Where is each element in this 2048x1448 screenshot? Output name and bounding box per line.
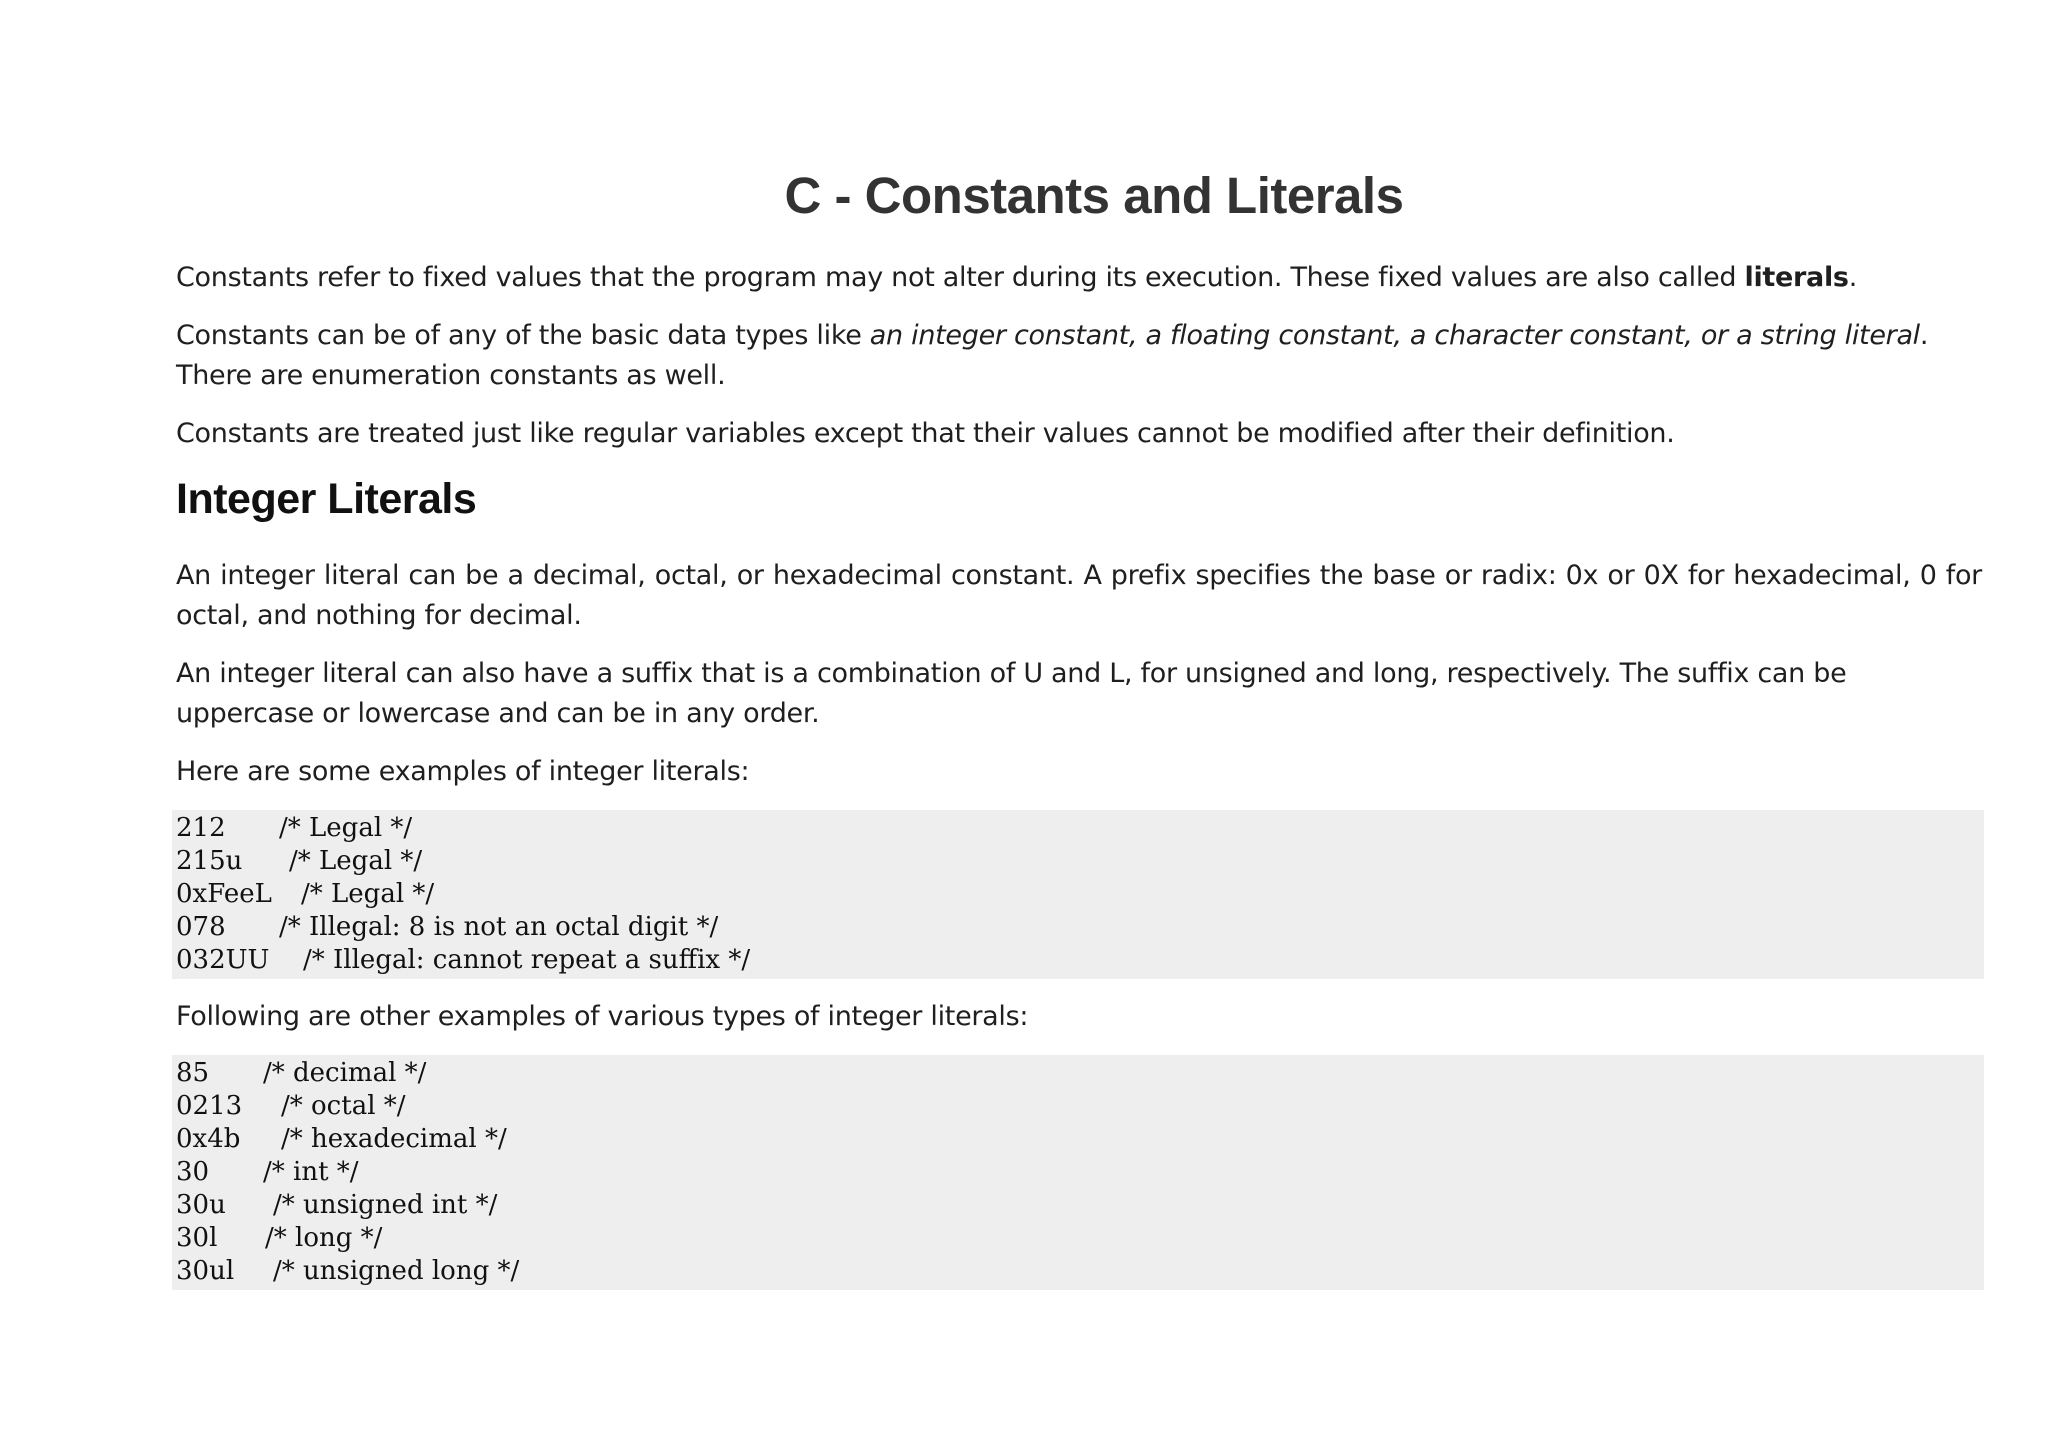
code-line <box>176 1090 1980 1123</box>
code-literal: 0xFeeL <box>176 879 272 909</box>
intro-paragraph-1 <box>176 258 1982 298</box>
code-line <box>176 1255 1980 1288</box>
code-literal: 85 <box>176 1058 210 1088</box>
page-title: C - Constants and Literals <box>784 167 1404 224</box>
intro-text: Constants refer to fixed values that the program may not alter during its execution. These fixed values are also called <box>176 262 1745 293</box>
code-comment: /* Legal */ <box>279 813 413 843</box>
code-line <box>176 1123 1980 1156</box>
document-page <box>176 160 1982 1308</box>
code-block-examples <box>172 810 1984 979</box>
code-comment: /* int */ <box>263 1157 359 1187</box>
code-comment: /* unsigned long */ <box>273 1256 520 1286</box>
intro-paragraph-2 <box>176 316 1982 396</box>
code-comment: /* long */ <box>265 1223 383 1253</box>
code-comment: /* Illegal: 8 is not an octal digit */ <box>279 912 719 942</box>
code-literal: 078 <box>176 912 226 942</box>
section-paragraph-2: An integer literal can also have a suffix that is a combination of U and L, for unsigned and long, respectively. The suffix can be uppercase or lowercase and can be in any order. <box>176 658 1847 729</box>
code-literal: 30u <box>176 1190 226 1220</box>
code-comment: /* Illegal: cannot repeat a suffix */ <box>303 945 751 975</box>
code-line <box>176 1222 1980 1255</box>
data-types-italic: an integer constant, a floating constant, a character constant, or a string literal <box>869 320 1920 351</box>
code-line <box>176 1156 1980 1189</box>
code-comment: /* hexadecimal */ <box>281 1124 507 1154</box>
code-literal: 0x4b <box>176 1124 241 1154</box>
intro-end: . There are enumeration constants as well. <box>176 320 1929 391</box>
section-paragraph-1: An integer literal can be a decimal, octal, or hexadecimal constant. A prefix specifies the base or radix: 0x or 0X for hexadecimal, 0 for octal, and nothing for decimal. <box>176 560 1982 631</box>
code-literal: 215u <box>176 846 243 876</box>
intro-text: Constants can be of any of the basic data types like <box>176 320 870 351</box>
section-paragraph-4: Following are other examples of various types of integer literals: <box>176 1001 1029 1032</box>
code-literal: 032UU <box>176 945 270 975</box>
intro-end: . <box>1848 262 1858 293</box>
section-paragraph-3: Here are some examples of integer literals: <box>176 756 750 787</box>
code-comment: /* Legal */ <box>289 846 423 876</box>
code-line <box>176 911 1980 944</box>
intro-paragraph-3: Constants are treated just like regular variables except that their values cannot be modified after their definition. <box>176 418 1675 449</box>
code-comment: /* Legal */ <box>301 879 435 909</box>
code-literal: 212 <box>176 813 226 843</box>
code-literal: 30l <box>176 1223 218 1253</box>
code-comment: /* octal */ <box>281 1091 406 1121</box>
code-literal: 30ul <box>176 1256 235 1286</box>
literals-bold: literals <box>1744 262 1849 293</box>
code-line <box>176 1189 1980 1222</box>
code-comment: /* unsigned int */ <box>273 1190 498 1220</box>
code-block-types <box>172 1055 1984 1290</box>
code-line <box>176 1057 1980 1090</box>
code-line <box>176 812 1980 845</box>
code-line <box>176 878 1980 911</box>
code-literal: 0213 <box>176 1091 243 1121</box>
section-heading: Integer Literals <box>176 475 477 523</box>
code-line <box>176 845 1980 878</box>
code-literal: 30 <box>176 1157 210 1187</box>
code-comment: /* decimal */ <box>263 1058 427 1088</box>
code-line <box>176 944 1980 977</box>
